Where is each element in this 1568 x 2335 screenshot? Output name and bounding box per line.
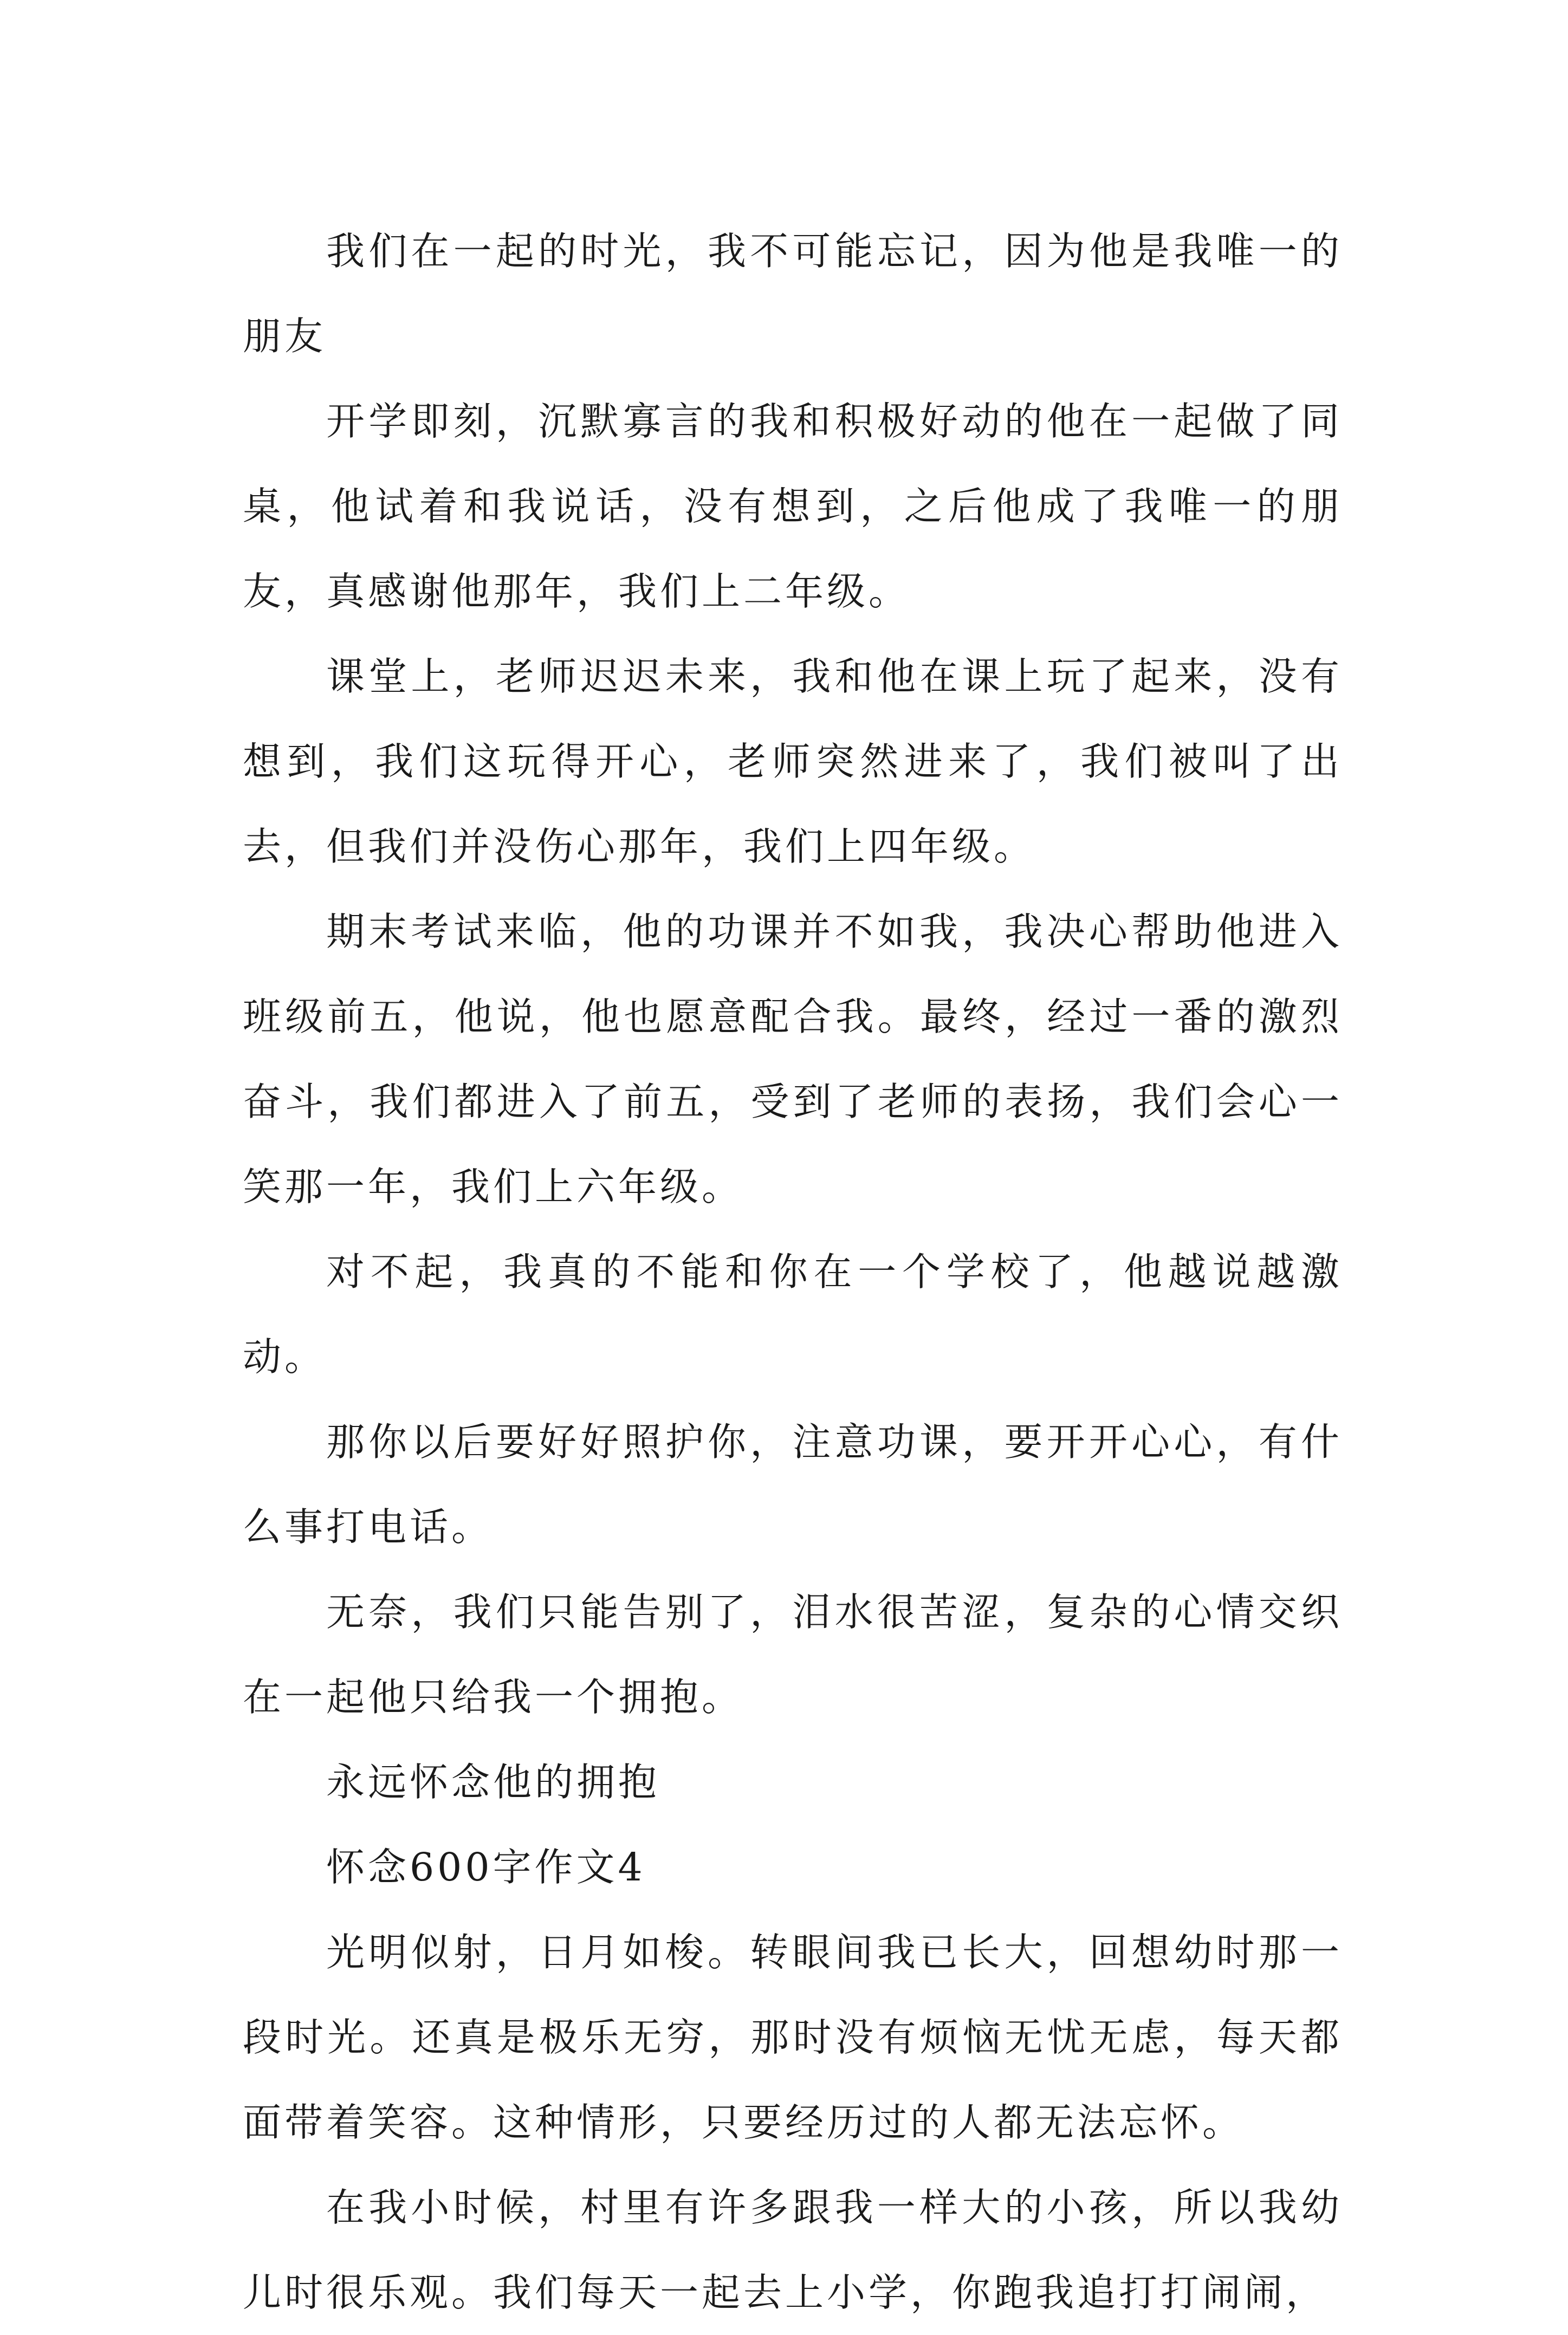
paragraph: 我们在一起的时光，我不可能忘记，因为他是我唯一的朋友 (243, 229, 1343, 359)
paragraph: 期末考试来临，他的功课并不如我，我决心帮助他进入班级前五，他说，他也愿意配合我。最终，经过一番的激烈奋斗，我们都进入了前五，受到了老师的表扬，我们会心一笑那一年，我们上六年级。 (243, 909, 1343, 1209)
paragraph: 那你以后要好好照护你，注意功课，要开开心心，有什么事打电话。 (243, 1419, 1343, 1549)
paragraph: 永远怀念他的拥抱 (326, 1760, 660, 1805)
paragraph: 无奈，我们只能告别了，泪水很苦涩，复杂的心情交织在一起他只给我一个拥抱。 (243, 1590, 1343, 1720)
paragraph: 课堂上，老师迟迟未来，我和他在课上玩了起来，没有想到，我们这玩得开心，老师突然进来了，我们被叫了出去，但我们并没伤心那年，我们上四年级。 (243, 654, 1343, 869)
paragraph: 开学即刻，沉默寡言的我和积极好动的他在一起做了同桌，他试着和我说话，没有想到，之后他成了我唯一的朋友，真感谢他那年，我们上二年级。 (243, 399, 1343, 614)
paragraph: 在我小时候，村里有许多跟我一样大的小孩，所以我幼儿时很乐观。我们每天一起去上小学，你跑我追打打闹闹， (243, 2185, 1343, 2315)
document-body (243, 209, 1343, 2335)
paragraph: 光明似射，日月如梭。转眼间我已长大，回想幼时那一段时光。还真是极乐无穷，那时没有烦恼无忧无虑，每天都面带着笑容。这种情形，只要经历过的人都无法忘怀。 (243, 1930, 1343, 2145)
paragraph: 对不起，我真的不能和你在一个学校了，他越说越激动。 (243, 1249, 1343, 1379)
section-heading: 怀念600字作文4 (326, 1845, 646, 1890)
